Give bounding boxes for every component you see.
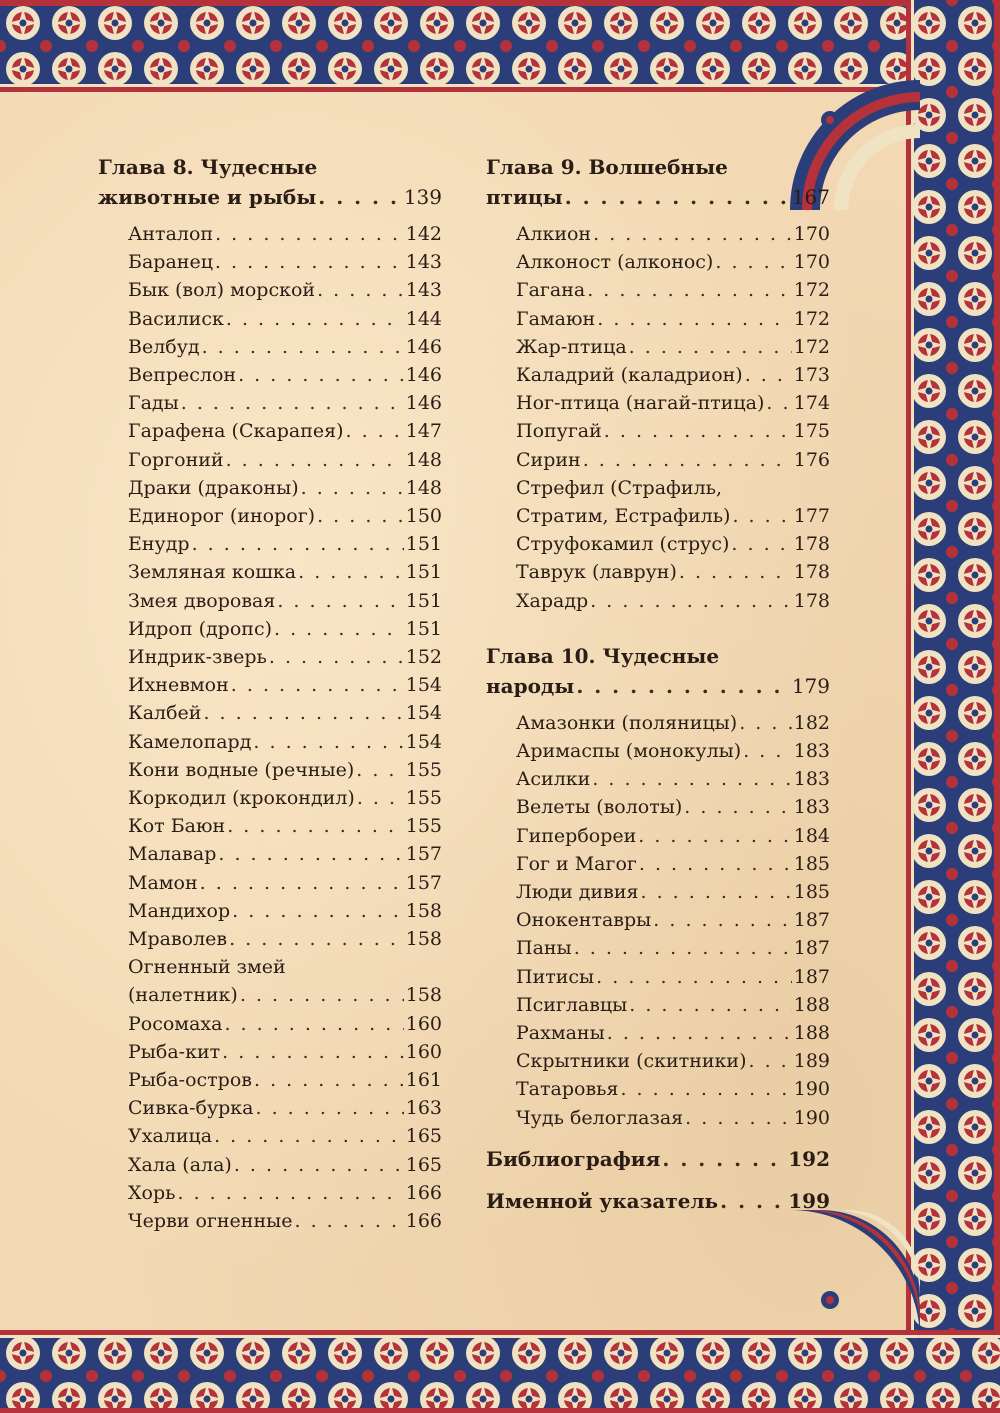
entry-title: Горгоний <box>128 448 224 471</box>
leader-dots <box>576 671 790 701</box>
leader-dots <box>295 1207 404 1235</box>
entry-title: Гамаюн <box>516 307 596 330</box>
toc-entry[interactable] <box>98 615 442 643</box>
toc-entry[interactable] <box>486 558 830 586</box>
toc-entry[interactable] <box>98 869 442 897</box>
entry-title: Гагана <box>516 279 586 302</box>
entry-title: Баранец <box>128 251 213 274</box>
toc-entry[interactable] <box>98 446 442 474</box>
entry-page: 172 <box>793 307 830 330</box>
leader-dots <box>356 756 403 784</box>
ornamental-border-right <box>906 0 1000 1413</box>
leader-dots <box>192 530 404 558</box>
entry-page: 190 <box>793 1078 830 1101</box>
chapter-8-heading[interactable] <box>98 152 442 212</box>
ornamental-border-top <box>0 0 1000 92</box>
toc-entry[interactable] <box>486 822 830 850</box>
entry-title-continued: Стратим, Естрафиль) <box>516 505 731 528</box>
entry-page: 184 <box>793 824 830 847</box>
entry-page: 190 <box>793 1106 830 1129</box>
leader-dots <box>200 869 404 897</box>
entry-page: 158 <box>405 928 442 951</box>
toc-entry[interactable] <box>98 220 442 248</box>
entry-page: 160 <box>405 1040 442 1063</box>
entry-page: 183 <box>793 796 830 819</box>
entry-title: Калбей <box>128 702 202 725</box>
toc-entry[interactable] <box>486 361 830 389</box>
entry-title: Чудь белоглазая <box>516 1106 684 1129</box>
chapter-page: 179 <box>791 673 830 698</box>
toc-entry[interactable] <box>98 1066 442 1094</box>
leader-dots <box>604 417 792 445</box>
toc-entry[interactable] <box>486 850 830 878</box>
toc-entry[interactable] <box>98 502 442 530</box>
corner-rosette-icon <box>790 1210 920 1340</box>
leader-dots <box>317 502 404 530</box>
entry-page: 166 <box>405 1181 442 1204</box>
toc-entry[interactable] <box>486 1019 830 1047</box>
leader-dots <box>215 220 404 248</box>
leader-dots <box>269 643 404 671</box>
leader-dots <box>202 333 404 361</box>
toc-entry[interactable] <box>98 1207 442 1235</box>
entry-title: Сирин <box>516 448 581 471</box>
leader-dots <box>218 840 403 868</box>
toc-entry[interactable] <box>486 906 830 934</box>
leader-dots <box>238 361 404 389</box>
entry-title: Люди дивия <box>516 881 639 904</box>
entry-page: 160 <box>405 1012 442 1035</box>
leader-dots <box>317 276 404 304</box>
entry-title: Харадр <box>516 589 589 612</box>
toc-entry[interactable] <box>486 587 830 615</box>
entry-title: Сивка-бурка <box>128 1097 254 1120</box>
toc-entry[interactable] <box>98 784 442 812</box>
entry-title: Алконост (алконос) <box>516 251 714 274</box>
entry-page: 174 <box>793 392 830 415</box>
toc-entry[interactable] <box>98 728 442 756</box>
entry-title: Камелопард <box>128 730 252 753</box>
entry-title: Скрытники (скитники) <box>516 1050 747 1073</box>
entry-page: 146 <box>405 335 442 358</box>
entry-title: Алкион <box>516 223 592 245</box>
entry-page: 154 <box>405 674 442 697</box>
leader-dots <box>607 1019 792 1047</box>
chapter-8-entries <box>98 220 442 1235</box>
leader-dots <box>653 906 791 934</box>
leader-dots <box>620 1075 791 1103</box>
toc-entry[interactable] <box>98 417 442 445</box>
toc-entry[interactable] <box>98 305 442 333</box>
entry-page: 155 <box>405 815 442 838</box>
leader-dots <box>590 587 792 615</box>
leader-dots <box>745 361 792 389</box>
bibliography-entry[interactable] <box>486 1144 830 1174</box>
leader-dots <box>629 991 791 1019</box>
leader-dots <box>357 784 404 812</box>
spacer <box>486 633 830 641</box>
chapter-10-heading[interactable] <box>486 641 830 701</box>
entry-title: Рыба-кит <box>128 1040 221 1063</box>
entry-page: 165 <box>405 1153 442 1176</box>
toc-entry[interactable] <box>98 248 442 276</box>
entry-title: Велеты (волоты) <box>516 796 683 819</box>
leader-dots <box>318 182 402 212</box>
toc-entry-first-line[interactable]: Огненный змей <box>128 956 286 979</box>
entry-page: 146 <box>405 364 442 387</box>
toc-entry[interactable] <box>486 305 830 333</box>
entry-page: 151 <box>405 589 442 612</box>
entry-page: 143 <box>405 279 442 302</box>
entry-page: 175 <box>793 420 830 443</box>
entry-page: 173 <box>793 364 830 387</box>
toc-entry[interactable] <box>98 474 442 502</box>
toc-left-column <box>98 152 442 1235</box>
toc-entry[interactable] <box>98 812 442 840</box>
toc-entry[interactable] <box>98 671 442 699</box>
entry-page: 142 <box>405 223 442 245</box>
entry-title: Мраволев <box>128 928 228 951</box>
leader-dots <box>215 248 404 276</box>
leader-dots <box>565 182 790 212</box>
toc-entry[interactable] <box>486 963 830 991</box>
entry-title: Паны <box>516 937 572 960</box>
spacer <box>486 701 830 709</box>
entry-title: Асилки <box>516 768 591 791</box>
toc-entry-first-line[interactable]: Стрефил (Страфиль, <box>516 476 723 499</box>
entry-page: 172 <box>793 335 830 358</box>
entry-title: Идроп (дропс) <box>128 617 273 640</box>
entry-page: 151 <box>405 561 442 584</box>
toc-entry[interactable] <box>98 361 442 389</box>
entry-title: Татаровья <box>516 1078 619 1101</box>
name-index-entry[interactable] <box>486 1186 830 1216</box>
entry-page: 155 <box>405 787 442 810</box>
toc-entry[interactable] <box>98 897 442 925</box>
entry-page: 183 <box>793 768 830 791</box>
entry-title: Ухалица <box>128 1125 213 1148</box>
leader-dots <box>715 248 791 276</box>
entry-title: Бык (вол) морской <box>128 279 316 302</box>
chapter-title-line2: народы <box>486 673 575 698</box>
leader-dots <box>254 1066 404 1094</box>
toc-entry[interactable] <box>486 709 830 737</box>
entry-title: Драки (драконы) <box>128 476 299 499</box>
entry-title: Рахманы <box>516 1022 605 1045</box>
entry-page: 177 <box>793 505 830 528</box>
leader-dots <box>639 850 792 878</box>
leader-dots <box>301 474 404 502</box>
leader-dots <box>749 1047 792 1075</box>
entry-page: 150 <box>405 505 442 528</box>
toc-entry[interactable] <box>98 925 442 953</box>
entry-title: Амазонки (поляницы) <box>516 711 738 734</box>
leader-dots <box>743 737 792 765</box>
leader-dots <box>720 1186 786 1216</box>
entry-title: Жар-птица <box>516 335 627 358</box>
entry-title: Вепреслон <box>128 364 237 387</box>
toc-entry[interactable] <box>98 699 442 727</box>
entry-page: 185 <box>793 881 830 904</box>
entry-page: 178 <box>793 533 830 556</box>
entry-page: 170 <box>793 223 830 245</box>
entry-title: Росомаха <box>128 1012 223 1035</box>
entry-page: 178 <box>793 561 830 584</box>
leader-dots <box>641 878 792 906</box>
toc-entry[interactable] <box>486 276 830 304</box>
leader-dots <box>214 1122 404 1150</box>
entry-page: 178 <box>793 589 830 612</box>
entry-page: 170 <box>793 251 830 274</box>
toc-entry[interactable] <box>486 502 830 530</box>
entry-page: 165 <box>405 1125 442 1148</box>
toc-entry[interactable] <box>486 991 830 1019</box>
leader-dots <box>277 587 403 615</box>
leader-dots <box>240 981 404 1009</box>
entry-title: Анталоп <box>128 223 214 245</box>
chapter-title-line1: Глава 9. Волшебные <box>486 155 728 179</box>
toc-entry[interactable] <box>98 587 442 615</box>
entry-title: Таврук (лаврун) <box>516 561 677 584</box>
entry-title: Гипербореи <box>516 824 637 847</box>
ornamental-border-bottom <box>0 1330 1000 1413</box>
leader-dots <box>587 276 792 304</box>
leader-dots <box>253 728 403 756</box>
toc-entry[interactable] <box>486 1104 830 1132</box>
leader-dots <box>181 389 404 417</box>
entry-title: Малавар <box>128 843 217 866</box>
leader-dots <box>732 502 791 530</box>
entry-title: Струфокамил (струс) <box>516 533 730 556</box>
leader-dots <box>232 897 404 925</box>
spacer <box>98 212 442 220</box>
entry-title: Питисы <box>516 965 595 988</box>
entry-page: 152 <box>405 646 442 669</box>
toc-entry[interactable] <box>486 248 830 276</box>
toc-entry[interactable] <box>98 756 442 784</box>
toc-entry[interactable] <box>98 643 442 671</box>
entry-page: 187 <box>793 965 830 988</box>
leader-dots <box>203 699 403 727</box>
entry-title: Онокентавры <box>516 909 652 932</box>
entry-page: 154 <box>405 702 442 725</box>
leader-dots <box>731 530 791 558</box>
entry-page: 187 <box>793 937 830 960</box>
entry-page: 163 <box>405 1097 442 1120</box>
entry-page: 189 <box>793 1050 830 1073</box>
toc-entry[interactable] <box>98 530 442 558</box>
entry-page: 176 <box>793 448 830 471</box>
toc-entry[interactable] <box>486 389 830 417</box>
chapter-title-line2: птицы <box>486 185 563 209</box>
entry-page: 146 <box>405 392 442 415</box>
toc-entry[interactable] <box>486 878 830 906</box>
toc-entry[interactable] <box>98 1010 442 1038</box>
entry-page: 185 <box>793 852 830 875</box>
entry-page: 148 <box>405 476 442 499</box>
entry-title: Мамон <box>128 871 198 894</box>
toc-entry[interactable] <box>486 793 830 821</box>
leader-dots <box>662 1144 786 1174</box>
leader-dots <box>256 1094 404 1122</box>
entry-title-continued: (налетник) <box>128 984 238 1007</box>
leader-dots <box>679 558 792 586</box>
spacer <box>486 212 830 220</box>
entry-page: 144 <box>405 307 442 330</box>
chapter-title-row <box>486 671 830 701</box>
leader-dots <box>222 1038 404 1066</box>
leader-dots <box>234 1151 404 1179</box>
entry-page: 188 <box>793 993 830 1016</box>
chapter-title-row <box>486 182 830 212</box>
back-matter-page: 192 <box>788 1146 830 1171</box>
entry-title: Индрик-зверь <box>128 646 267 669</box>
entry-title: Коркодил (крокондил) <box>128 787 355 810</box>
leader-dots <box>227 812 404 840</box>
chapter-title-line1: Глава 8. Чудесные <box>98 155 318 179</box>
toc-entry[interactable] <box>98 1122 442 1150</box>
entry-title: Каладрий (каладрион) <box>516 364 743 387</box>
toc-entry[interactable] <box>486 1047 830 1075</box>
entry-title: Псиглавцы <box>516 993 628 1016</box>
entry-title: Земляная кошка <box>128 561 297 584</box>
chapter-title-row <box>98 182 442 212</box>
toc-entry[interactable] <box>486 765 830 793</box>
entry-page: 166 <box>405 1210 442 1233</box>
leader-dots <box>597 305 792 333</box>
leader-dots <box>766 389 791 417</box>
leader-dots <box>739 709 792 737</box>
entry-page: 187 <box>793 909 830 932</box>
entry-title: Хала (ала) <box>128 1153 232 1176</box>
toc-entry[interactable] <box>98 1094 442 1122</box>
leader-dots <box>574 934 792 962</box>
leader-dots <box>629 333 792 361</box>
chapter-9-entries <box>486 220 830 615</box>
entry-title: Велбуд <box>128 335 200 358</box>
leader-dots <box>592 765 791 793</box>
leader-dots <box>226 305 404 333</box>
chapter-10-entries <box>486 709 830 1132</box>
toc-entry[interactable] <box>98 1038 442 1066</box>
entry-page: 147 <box>405 420 442 443</box>
leader-dots <box>231 671 404 699</box>
toc-entry[interactable] <box>98 1151 442 1179</box>
leader-dots <box>684 793 791 821</box>
leader-dots <box>685 1104 792 1132</box>
entry-title: Единорог (инорог) <box>128 505 316 528</box>
chapter-9-heading[interactable] <box>486 152 830 212</box>
toc-entry[interactable] <box>98 1179 442 1207</box>
leader-dots <box>229 925 404 953</box>
leader-dots <box>346 417 404 445</box>
entry-page: 158 <box>405 899 442 922</box>
leader-dots <box>226 446 404 474</box>
toc-entry[interactable] <box>486 737 830 765</box>
toc-entry[interactable] <box>486 934 830 962</box>
entry-page: 188 <box>793 1022 830 1045</box>
toc-entry[interactable] <box>486 1075 830 1103</box>
leader-dots <box>638 822 791 850</box>
entry-title: Ихневмон <box>128 674 229 697</box>
entry-title: Хорь <box>128 1181 176 1204</box>
entry-page: 151 <box>405 533 442 556</box>
back-matter-page: 199 <box>788 1188 830 1213</box>
toc-entry[interactable] <box>486 220 830 248</box>
entry-title: Гарафена (Скарапея) <box>128 420 344 443</box>
entry-title: Аримаспы (монокулы) <box>516 740 742 763</box>
leader-dots <box>224 1010 403 1038</box>
entry-page: 183 <box>793 740 830 763</box>
entry-page: 157 <box>405 871 442 894</box>
toc-entry[interactable] <box>98 558 442 586</box>
toc-entry[interactable] <box>486 446 830 474</box>
entry-page: 157 <box>405 843 442 866</box>
back-matter-title: Именной указатель <box>486 1188 719 1213</box>
toc-entry[interactable] <box>98 276 442 304</box>
entry-title: Кот Баюн <box>128 815 226 838</box>
entry-title: Гады <box>128 392 179 415</box>
entry-page: 143 <box>405 251 442 274</box>
entry-title: Енудр <box>128 533 190 556</box>
leader-dots <box>298 558 404 586</box>
entry-page: 155 <box>405 758 442 781</box>
entry-title: Мандихор <box>128 899 231 922</box>
toc-entry[interactable] <box>98 333 442 361</box>
chapter-title-line1: Глава 10. Чудесные <box>486 643 720 668</box>
leader-dots <box>596 963 792 991</box>
entry-title: Гог и Магог <box>516 852 637 875</box>
toc-entry[interactable] <box>486 417 830 445</box>
entry-page: 154 <box>405 730 442 753</box>
leader-dots <box>583 446 792 474</box>
entry-title: Ног-птица (нагай-птица) <box>516 392 765 415</box>
leader-dots <box>593 220 792 248</box>
chapter-page: 167 <box>791 185 830 209</box>
back-matter-title: Библиография <box>486 1146 661 1171</box>
chapter-page: 139 <box>403 185 442 209</box>
toc-entry[interactable] <box>486 530 830 558</box>
toc-entry[interactable] <box>98 389 442 417</box>
entry-title: Рыба-остров <box>128 1069 252 1092</box>
toc-entry[interactable] <box>98 981 442 1009</box>
toc-right-column <box>486 152 830 1216</box>
chapter-title-line2: животные и рыбы <box>98 185 317 209</box>
toc-entry[interactable] <box>98 840 442 868</box>
leader-dots <box>177 1179 403 1207</box>
toc-entry[interactable] <box>486 333 830 361</box>
entry-page: 158 <box>405 984 442 1007</box>
entry-title: Змея дворовая <box>128 589 276 612</box>
spacer <box>486 615 830 633</box>
entry-page: 148 <box>405 448 442 471</box>
entry-title: Попугай <box>516 420 602 443</box>
entry-page: 161 <box>405 1069 442 1092</box>
entry-page: 182 <box>793 711 830 734</box>
leader-dots <box>274 615 404 643</box>
entry-page: 151 <box>405 617 442 640</box>
entry-title: Василиск <box>128 307 224 330</box>
entry-title: Кони водные (речные) <box>128 758 355 781</box>
entry-page: 172 <box>793 279 830 302</box>
entry-title: Черви огненные <box>128 1210 293 1233</box>
